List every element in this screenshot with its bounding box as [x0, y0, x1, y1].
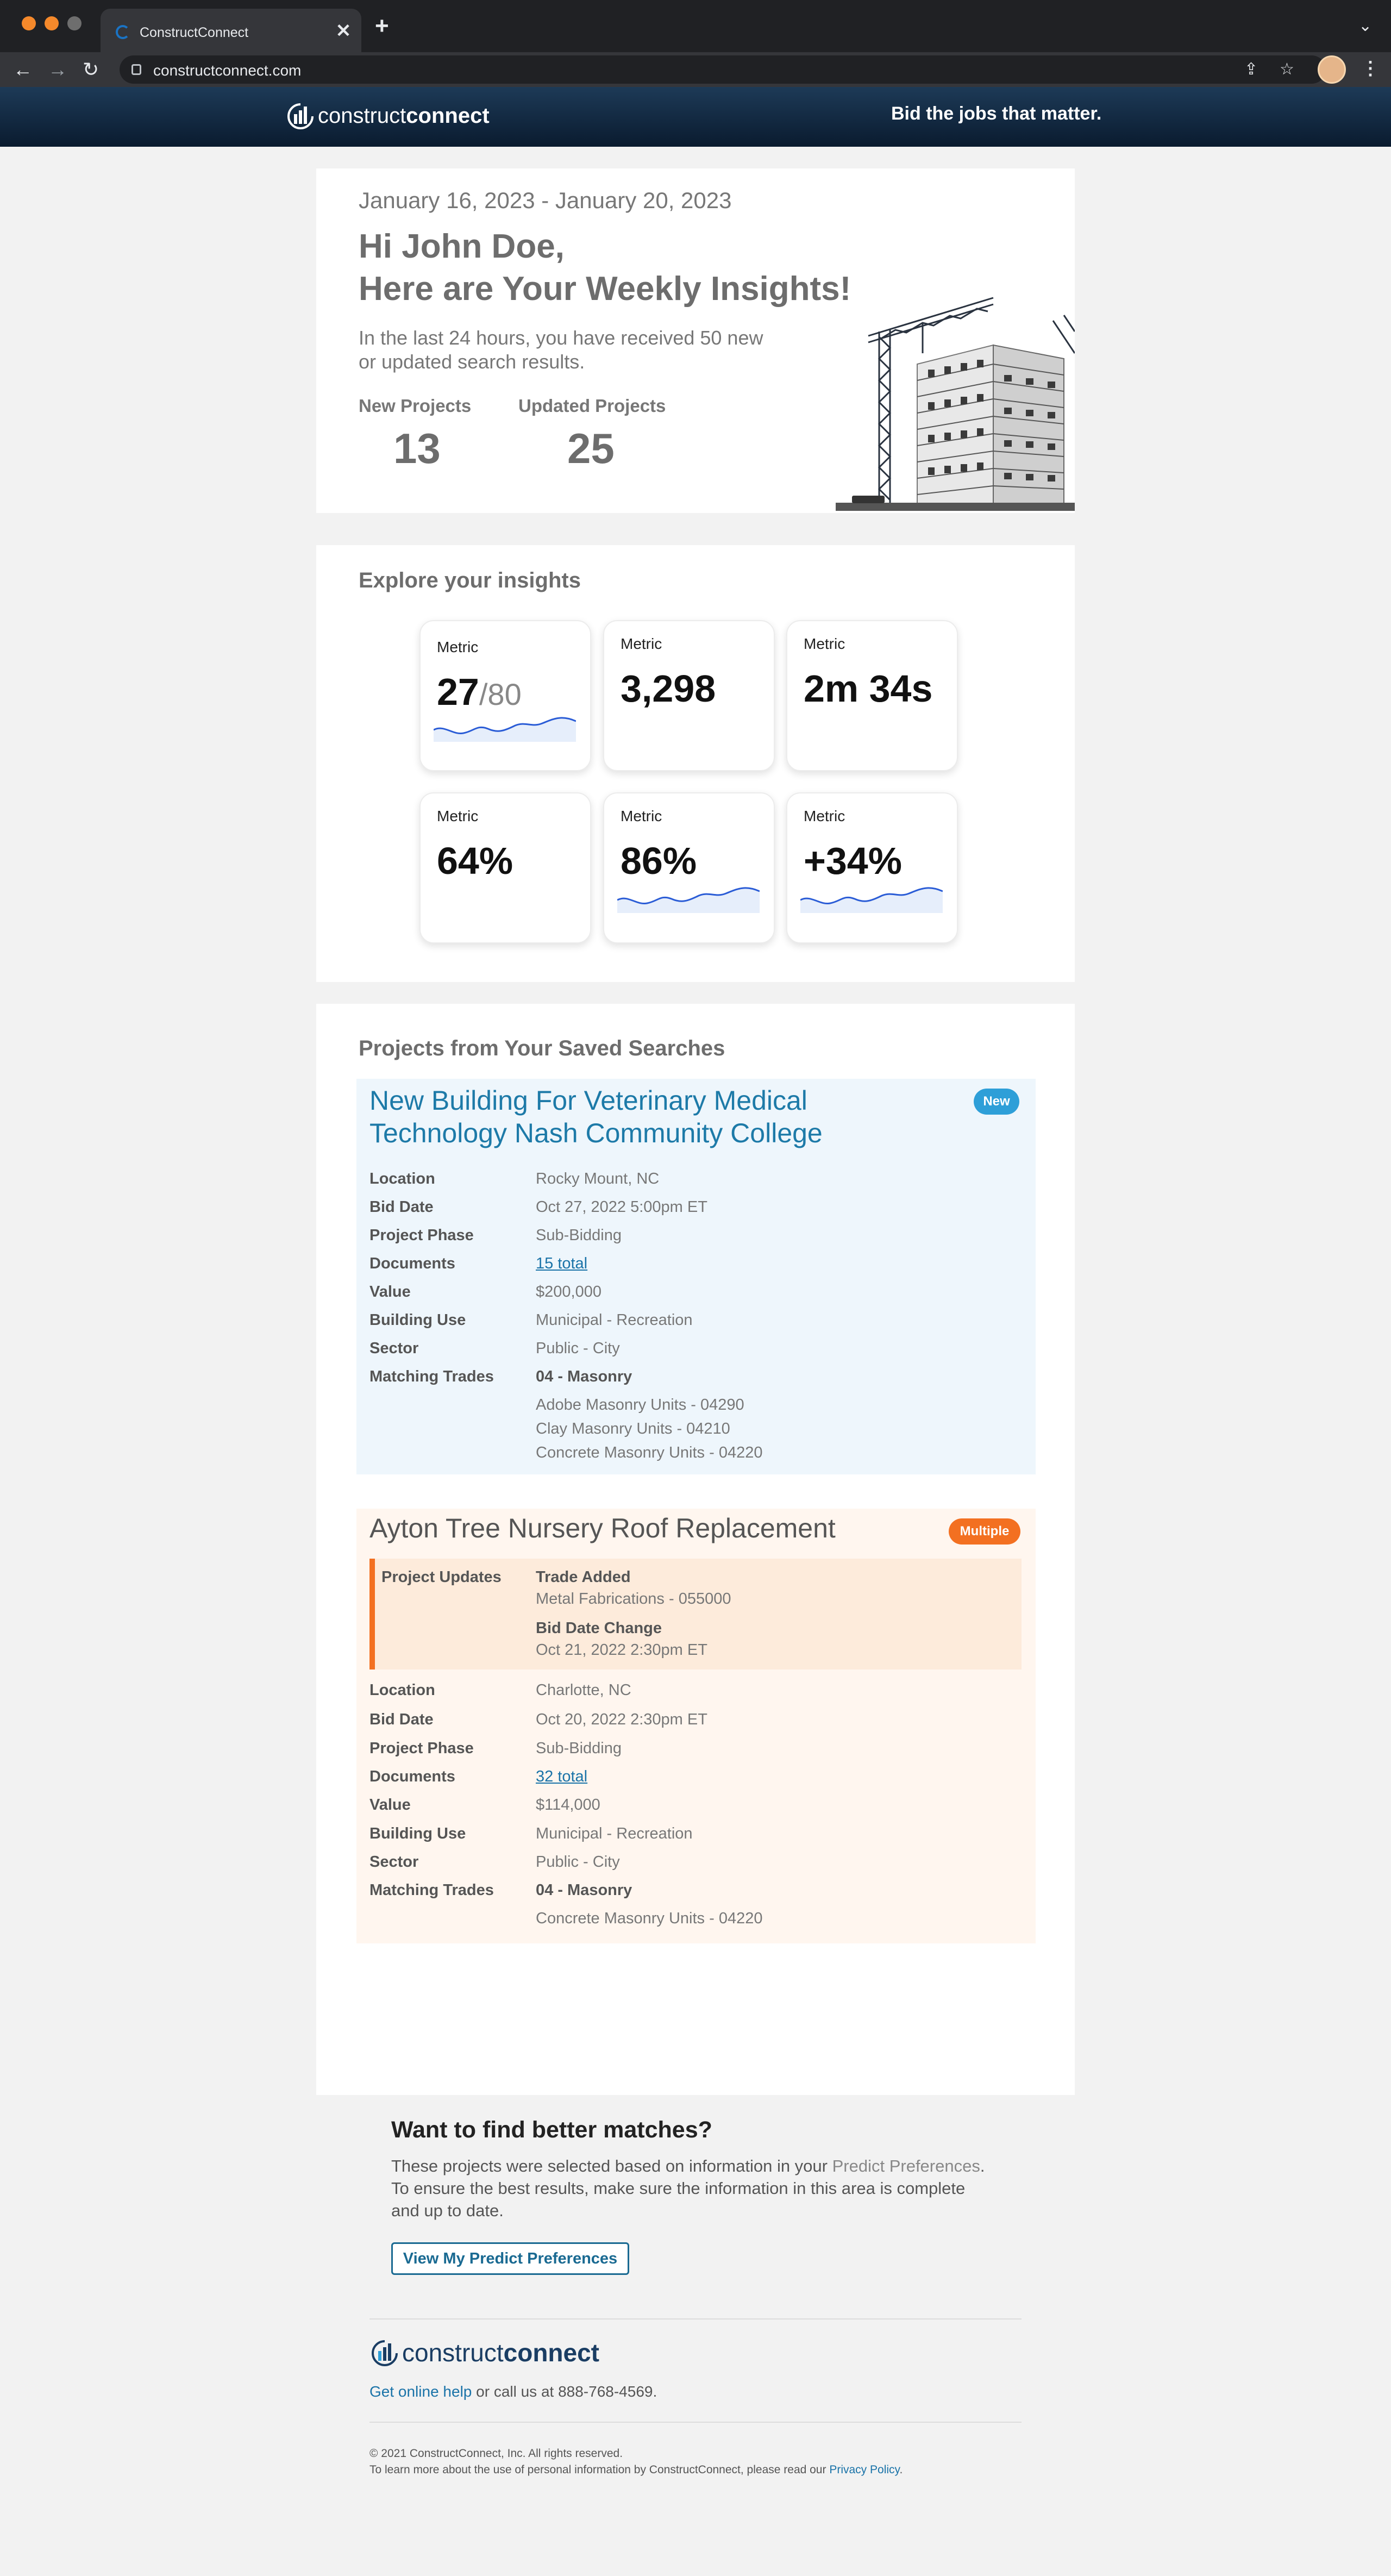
building-use-value: Municipal - Recreation	[536, 1311, 693, 1329]
footer-help: Get online help or call us at 888-768-4569.	[369, 2383, 657, 2400]
metric-card-1[interactable]	[419, 620, 591, 771]
metric-denominator: /80	[479, 677, 522, 711]
trade-item: Adobe Masonry Units - 04290	[536, 1396, 744, 1414]
trade-item: Concrete Masonry Units - 04220	[536, 1910, 763, 1927]
saved-searches-card	[316, 1004, 1075, 2095]
construction-building-illustration	[836, 293, 1075, 511]
logo-mark-icon	[285, 102, 316, 129]
value-amount: $114,000	[536, 1796, 600, 1814]
building-use-label: Building Use	[369, 1311, 466, 1329]
logo-text-bold: connect	[503, 2339, 600, 2367]
new-projects-count: 13	[393, 424, 441, 472]
better-matches-text: These projects were selected based on information in your Predict Preferences. To ensure the best results, make sure the information in this area is complete and up to date.	[391, 2156, 985, 2220]
metric-value: 27/80	[437, 671, 522, 713]
documents-label: Documents	[369, 1768, 455, 1785]
back-arrow-icon[interactable]: ←	[13, 58, 33, 80]
reload-icon[interactable]: ↻	[83, 58, 99, 80]
metric-sparkline	[434, 709, 576, 742]
logo-mark-icon	[369, 2339, 400, 2366]
location-label: Location	[369, 1170, 435, 1187]
update-value: Metal Fabrications - 055000	[536, 1590, 731, 1608]
profile-avatar[interactable]	[1318, 55, 1346, 84]
phase-label: Project Phase	[369, 1740, 474, 1757]
sector-label: Sector	[369, 1853, 419, 1871]
matching-trades-label: Matching Trades	[369, 1881, 494, 1899]
metric-value: 2m 34s	[804, 667, 933, 710]
greeting-heading	[359, 226, 851, 310]
phase-value: Sub-Bidding	[536, 1227, 622, 1244]
privacy-policy-link[interactable]: Privacy Policy	[829, 2464, 900, 2476]
tab-search-chevron-icon[interactable]: ⌄	[1358, 17, 1373, 35]
constructconnect-logo[interactable]	[285, 102, 490, 129]
metric-value: +34%	[804, 840, 902, 882]
tab-title: ConstructConnect	[140, 25, 249, 40]
location-value: Charlotte, NC	[536, 1681, 631, 1699]
close-window-button[interactable]	[22, 16, 36, 30]
documents-link[interactable]: 32 total	[536, 1768, 588, 1785]
trade-item: Clay Masonry Units - 04210	[536, 1420, 730, 1437]
greeting-line-2: Here are Your Weekly Insights!	[359, 270, 851, 308]
documents-link[interactable]: 15 total	[536, 1255, 588, 1272]
logo-text-bold: connect	[406, 103, 490, 128]
building-use-label: Building Use	[369, 1825, 466, 1842]
results-summary: In the last 24 hours, you have received 50 new or updated search results.	[359, 327, 763, 373]
sector-value: Public - City	[536, 1853, 620, 1871]
metric-label: Metric	[804, 635, 845, 652]
metric-label: Metric	[621, 635, 662, 652]
updated-projects-count: 25	[567, 424, 615, 472]
update-value: Oct 21, 2022 2:30pm ET	[536, 1641, 707, 1659]
browser-toolbar	[0, 52, 1391, 87]
favicon-icon	[116, 25, 130, 39]
insights-card	[316, 545, 1075, 982]
footer-divider	[369, 2318, 1022, 2319]
privacy-text: To learn more about the use of personal information by ConstructConnect, please read our Privacy Policy.	[369, 2464, 903, 2476]
get-online-help-link[interactable]: Get online help	[369, 2383, 472, 2400]
location-value: Rocky Mount, NC	[536, 1170, 660, 1187]
value-label: Value	[369, 1796, 411, 1814]
project-title-link[interactable]: New Building For Veterinary Medical Technology Nash Community College	[369, 1085, 823, 1148]
building-use-value: Municipal - Recreation	[536, 1825, 693, 1842]
value-label: Value	[369, 1283, 411, 1300]
project-updates-label: Project Updates	[381, 1568, 502, 1586]
sector-value: Public - City	[536, 1340, 620, 1357]
metric-value: 3,298	[621, 667, 716, 710]
project-card[interactable]	[356, 1079, 1036, 1474]
address-bar[interactable]	[120, 55, 1326, 84]
metric-label: Metric	[437, 808, 479, 824]
metric-card-3[interactable]	[786, 620, 958, 771]
bid-date-label: Bid Date	[369, 1711, 434, 1728]
footer-constructconnect-logo[interactable]	[369, 2338, 599, 2367]
trade-group: 04 - Masonry	[536, 1881, 632, 1899]
footer-legal	[369, 2446, 903, 2478]
bid-date-value: Oct 20, 2022 2:30pm ET	[536, 1711, 707, 1728]
browser-tab[interactable]	[101, 9, 361, 52]
greeting-line-1: Hi John Doe,	[359, 228, 565, 265]
minimize-window-button[interactable]	[45, 16, 59, 30]
metric-label: Metric	[437, 639, 479, 655]
new-tab-button[interactable]: +	[375, 12, 389, 39]
location-label: Location	[369, 1681, 435, 1699]
metric-label: Metric	[804, 808, 845, 824]
browser-tab-bar	[0, 0, 1391, 52]
weekly-insights-card	[316, 168, 1075, 513]
update-title: Bid Date Change	[536, 1620, 662, 1637]
project-updates-box	[369, 1559, 1022, 1670]
metric-card-6[interactable]	[786, 792, 958, 943]
value-amount: $200,000	[536, 1283, 601, 1300]
phase-label: Project Phase	[369, 1227, 474, 1244]
status-badge-new: New	[974, 1089, 1019, 1115]
projects-title: Projects from Your Saved Searches	[359, 1036, 725, 1060]
bookmark-star-icon[interactable]: ☆	[1280, 60, 1294, 78]
metric-value: 86%	[621, 840, 697, 882]
phase-value: Sub-Bidding	[536, 1740, 622, 1757]
trade-group: 04 - Masonry	[536, 1368, 632, 1385]
metric-sparkline	[800, 880, 943, 913]
date-range: January 16, 2023 - January 20, 2023	[359, 187, 732, 213]
metric-label: Metric	[621, 808, 662, 824]
documents-label: Documents	[369, 1255, 455, 1272]
metric-value: 64%	[437, 840, 513, 882]
lock-icon	[131, 64, 141, 75]
footer-divider	[369, 2422, 1022, 2423]
metric-card-5[interactable]	[603, 792, 775, 943]
status-badge-multiple: Multiple	[949, 1518, 1020, 1545]
bid-date-label: Bid Date	[369, 1198, 434, 1216]
bid-date-value: Oct 27, 2022 5:00pm ET	[536, 1198, 707, 1216]
predict-preferences-link[interactable]: Predict Preferences	[832, 2156, 980, 2175]
brand-header	[0, 87, 1391, 147]
project-card[interactable]	[356, 1509, 1036, 1943]
logo-text-light: construct	[402, 2339, 504, 2367]
project-title-link[interactable]: Ayton Tree Nursery Roof Replacement	[369, 1513, 836, 1543]
forward-arrow-icon[interactable]: →	[48, 58, 67, 80]
sector-label: Sector	[369, 1340, 419, 1357]
maximize-window-button[interactable]	[67, 16, 82, 30]
update-title: Trade Added	[536, 1568, 631, 1586]
metric-card-2[interactable]	[603, 620, 775, 771]
logo-text-light: construct	[318, 103, 406, 128]
view-predict-preferences-button[interactable]: View My Predict Preferences	[391, 2242, 629, 2275]
tab-close-icon[interactable]: ✕	[335, 21, 352, 41]
browser-menu-icon[interactable]: ⋮	[1361, 58, 1380, 79]
matching-trades-label: Matching Trades	[369, 1368, 494, 1385]
insights-title: Explore your insights	[359, 568, 581, 592]
updated-projects-label: Updated Projects	[518, 396, 666, 416]
trade-item: Concrete Masonry Units - 04220	[536, 1444, 763, 1461]
address-bar-url[interactable]: constructconnect.com	[153, 62, 302, 79]
copyright-text: © 2021 ConstructConnect, Inc. All rights reserved.	[369, 2447, 623, 2460]
new-projects-label: New Projects	[359, 396, 472, 416]
metric-sparkline	[617, 880, 760, 913]
share-icon[interactable]: ⇪	[1244, 60, 1258, 78]
header-tagline: Bid the jobs that matter.	[891, 103, 1102, 124]
better-matches-title: Want to find better matches?	[391, 2117, 712, 2143]
metric-card-4[interactable]	[419, 792, 591, 943]
